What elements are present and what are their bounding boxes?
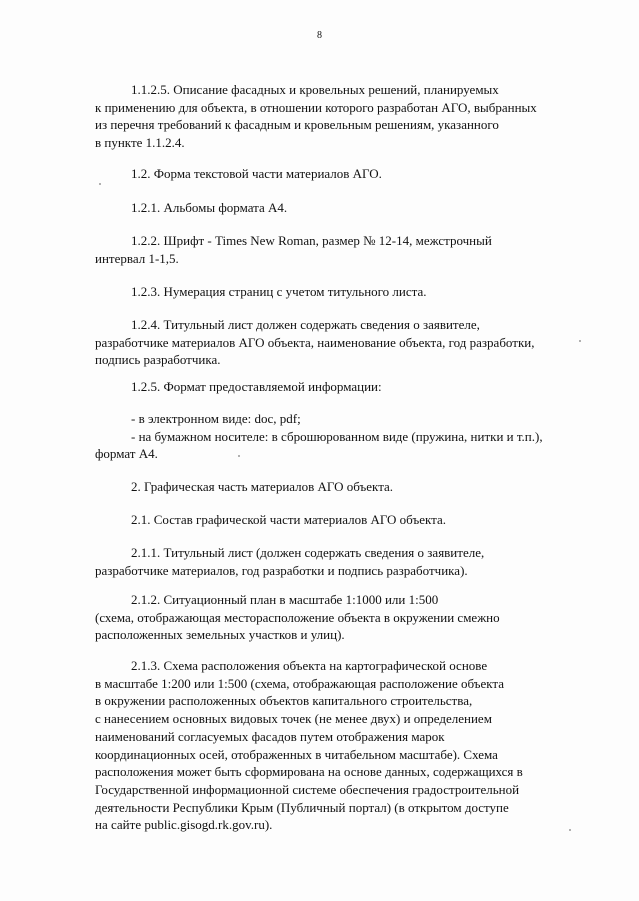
text-line: к применению для объекта, в отношении которого разработан АГО, выбранных [95,99,537,115]
heading-2-1: 2.1. Состав графической части материалов АГО объекта. [131,512,446,527]
text-line: подпись разработчика. [95,352,221,368]
text-line: наименований согласуемых фасадов путем отображения марок [95,728,445,744]
heading-1-2: 1.2. Форма текстовой части материалов АГО. [131,166,382,181]
paragraph-1-2-2 [95,232,588,267]
text-line: в масштабе 1:200 или 1:500 (схема, отображающая расположение объекта [95,675,505,691]
paragraph-2-1-1 [95,544,588,579]
text-line: с нанесением основных видовых точек (не менее двух) и определением [95,711,492,727]
text-line: 2.1.2. Ситуационный план в масштабе 1:1000 или 1:500 [131,592,439,607]
text-line: деятельности Республики Крым (Публичный портал) (в открытом доступе [95,799,509,815]
text-line: расположенных земельных участков и улиц). [95,627,345,643]
text-line: расположения может быть сформирована на основе данных, содержащихся в [95,764,523,780]
list-item: - в электронном виде: doc, pdf; [131,411,301,426]
scan-speck [99,183,101,185]
text-line: на сайте public.gisogd.rk.gov.ru). [95,817,273,833]
scan-speck [238,455,240,457]
text-line: разработчике материалов, год разработки и подпись разработчика). [95,562,468,578]
format-list [95,410,588,463]
text-line: 1.2.2. Шрифт - Times New Roman, размер № 12-14, межстрочный [131,233,492,248]
text-line: в пункте 1.1.2.4. [95,135,185,151]
text-line: координационных осей, отображенных в читабельном масштабе). Схема [95,746,498,762]
text-line: 2.1.1. Титульный лист (должен содержать сведения о заявителе, [131,545,485,560]
paragraph-2-1-2 [95,591,588,644]
paragraph-1-2-4 [95,316,588,369]
scan-speck [569,829,571,831]
paragraph-1-2-3: 1.2.3. Нумерация страниц с учетом титульного листа. [131,284,427,299]
text-line: разработчике материалов АГО объекта, наименование объекта, год разработки, [95,334,535,350]
paragraph-1-1-2-5 [95,81,588,152]
text-line: 1.1.2.5. Описание фасадных и кровельных решений, планируемых [131,82,499,97]
paragraph-2-1-3 [95,657,588,834]
text-line: 2.1.3. Схема расположения объекта на картографической основе [131,658,488,673]
text-line: Государственной информационной системе обеспечения градостроительной [95,781,520,797]
text-line: 1.2.4. Титульный лист должен содержать сведения о заявителе, [131,317,480,332]
text-line: интервал 1-1,5. [95,250,179,266]
paragraph-1-2-1: 1.2.1. Альбомы формата А4. [131,200,288,215]
paragraph-1-2-5: 1.2.5. Формат предоставляемой информации: [131,379,382,394]
heading-2: 2. Графическая часть материалов АГО объекта. [131,479,394,494]
page-number: 8 [317,30,322,41]
list-item: формат А4. [95,446,158,462]
text-line: из перечня требований к фасадным и кровельным решениям, указанного [95,117,499,133]
text-line: в окружении расположенных объектов капитального строительства, [95,693,473,709]
scan-speck [579,340,581,342]
list-item: - на бумажном носителе: в сброшюрованном виде (пружина, нитки и т.п.), [131,428,543,444]
text-line: (схема, отображающая месторасположение объекта в окружении смежно [95,609,500,625]
